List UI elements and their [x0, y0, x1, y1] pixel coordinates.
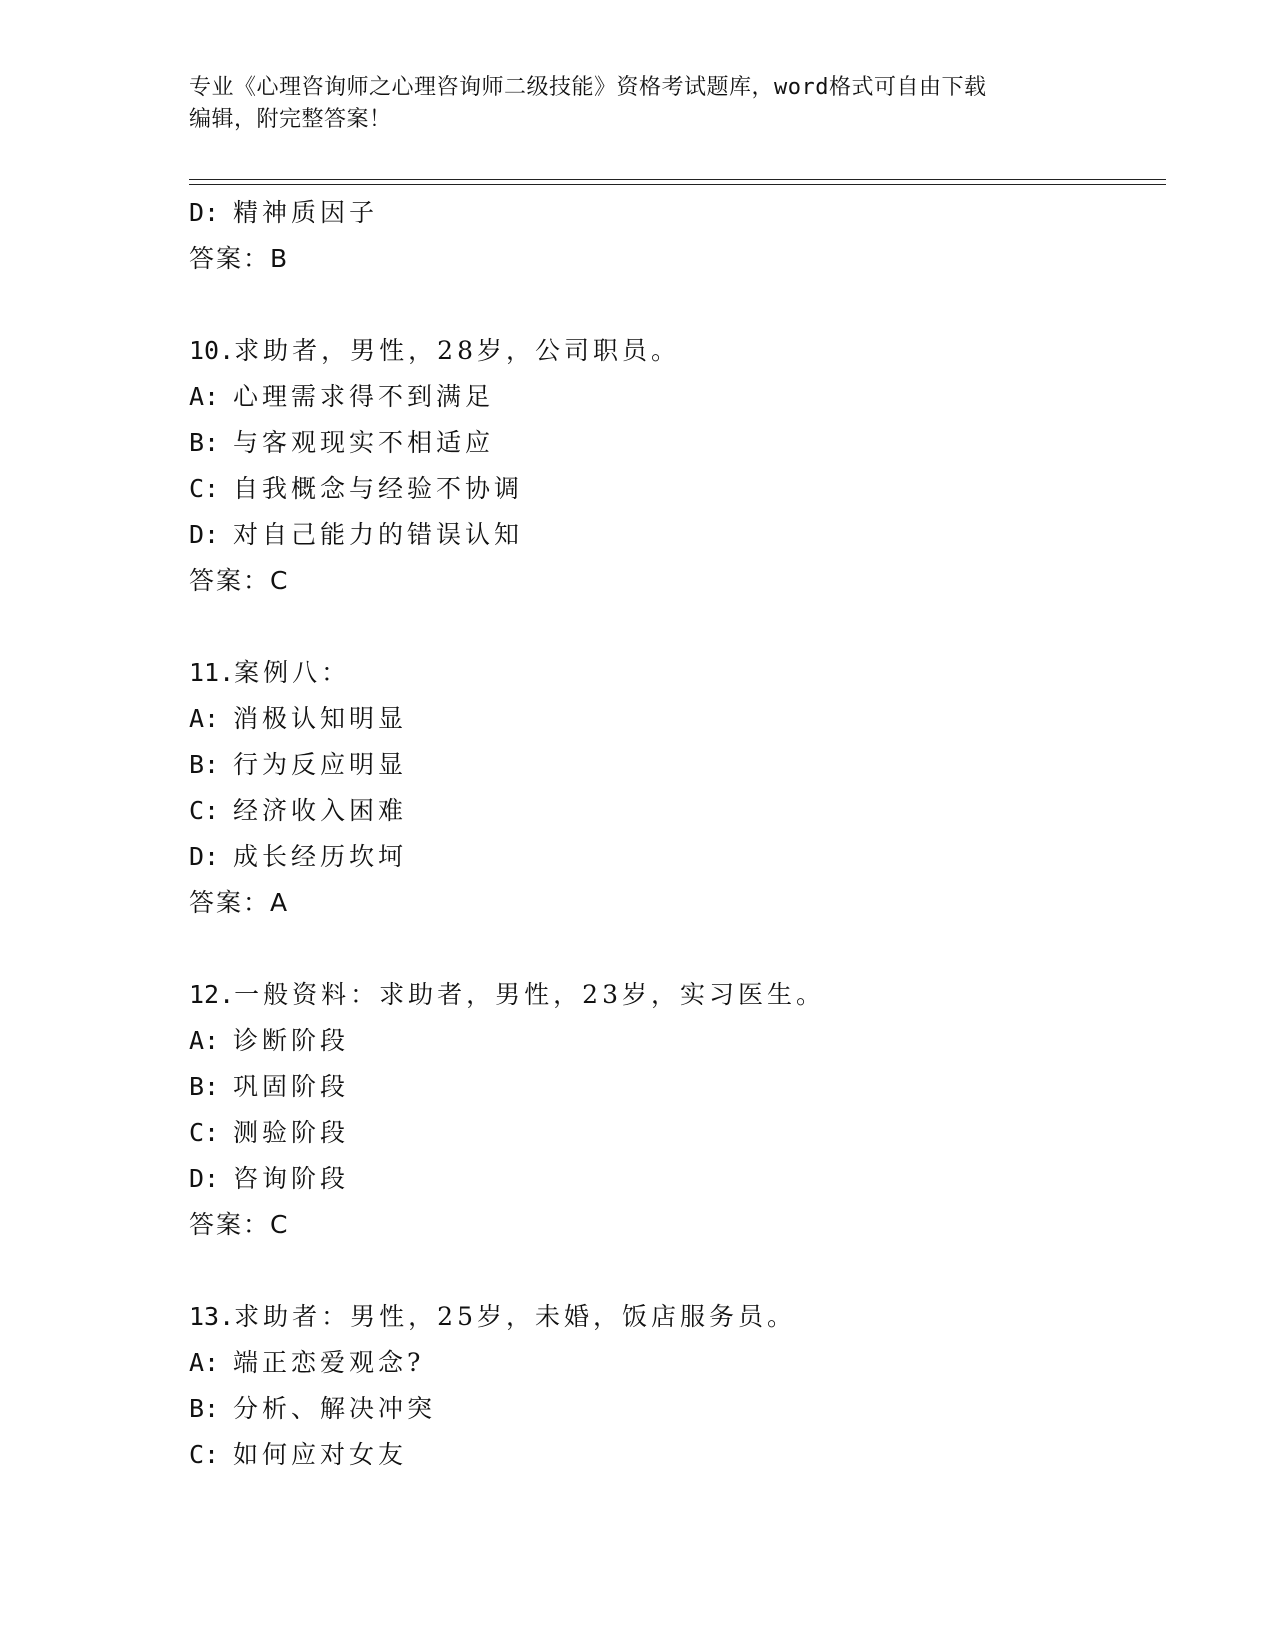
option-text: 心理需求得不到满足 [233, 382, 495, 411]
question-number: 12. [189, 980, 235, 1009]
option-row [189, 1432, 1169, 1478]
option-label: A: [189, 1026, 220, 1055]
option-label: C: [189, 474, 220, 503]
question-stem [189, 328, 1169, 374]
spacer [189, 282, 1169, 328]
option-row [189, 374, 1169, 420]
option-text: 对自己能力的错误认知 [233, 520, 524, 549]
option-row [189, 1156, 1169, 1202]
option-text: 测验阶段 [233, 1118, 350, 1147]
option-row [189, 1340, 1169, 1386]
question-text: 一般资料：求助者，男性，23岁，实习医生。 [234, 980, 825, 1009]
question-list [189, 190, 1169, 1478]
answer-line: 答案：C [189, 566, 290, 595]
question-stem [189, 972, 1169, 1018]
option-label: B: [189, 428, 220, 457]
question-number: 13. [189, 1302, 235, 1331]
option-row [189, 420, 1169, 466]
option-row [189, 742, 1169, 788]
spacer [189, 1248, 1169, 1294]
answer-line: 答案：C [189, 1210, 290, 1239]
option-label: C: [189, 796, 220, 825]
question-number: 10. [189, 336, 235, 365]
option-label: B: [189, 750, 220, 779]
option-label: B: [189, 1072, 220, 1101]
option-row [189, 512, 1169, 558]
option-text: 咨询阶段 [233, 1164, 350, 1193]
option-row [189, 788, 1169, 834]
answer-line: 答案：A [189, 888, 290, 917]
option-text: 经济收入困难 [233, 796, 408, 825]
header-line-2: 编辑，附完整答案！ [189, 107, 392, 132]
option-row [189, 834, 1169, 880]
question-stem [189, 1294, 1169, 1340]
option-label: C: [189, 1118, 220, 1147]
option-label: B: [189, 1394, 220, 1423]
option-text: 精神质因子 [233, 198, 379, 227]
header-divider-bottom [189, 184, 1166, 185]
option-row [189, 1064, 1169, 1110]
option-text: 消极认知明显 [233, 704, 408, 733]
option-row [189, 190, 1169, 236]
option-text: 诊断阶段 [233, 1026, 350, 1055]
header-line-1: 专业《心理咨询师之心理咨询师二级技能》资格考试题库，word格式可自由下载 [189, 75, 987, 100]
option-row [189, 1386, 1169, 1432]
option-text: 如何应对女友 [233, 1440, 408, 1469]
option-row [189, 1018, 1169, 1064]
option-text: 自我概念与经验不协调 [233, 474, 524, 503]
option-text: 端正恋爱观念? [233, 1348, 425, 1377]
option-label: A: [189, 1348, 220, 1377]
spacer [189, 926, 1169, 972]
option-row [189, 696, 1169, 742]
option-label: D: [189, 520, 220, 549]
question-text: 求助者：男性，25岁，未婚，饭店服务员。 [234, 1302, 796, 1331]
question-number: 11. [189, 658, 235, 687]
option-text: 分析、解决冲突 [233, 1394, 437, 1423]
option-row [189, 1110, 1169, 1156]
option-label: D: [189, 1164, 220, 1193]
question-text: 求助者，男性，28岁，公司职员。 [234, 336, 680, 365]
option-label: D: [189, 198, 220, 227]
option-label: C: [189, 1440, 220, 1469]
question-text: 案例八： [234, 658, 351, 687]
spacer [189, 604, 1169, 650]
option-text: 成长经历坎坷 [233, 842, 408, 871]
option-label: A: [189, 382, 220, 411]
option-row [189, 466, 1169, 512]
option-text: 与客观现实不相适应 [233, 428, 495, 457]
document-header [189, 72, 1069, 136]
option-label: A: [189, 704, 220, 733]
answer-line: 答案：B [189, 244, 290, 273]
option-label: D: [189, 842, 220, 871]
option-text: 行为反应明显 [233, 750, 408, 779]
option-text: 巩固阶段 [233, 1072, 350, 1101]
header-divider-top [189, 179, 1166, 180]
question-stem [189, 650, 1169, 696]
